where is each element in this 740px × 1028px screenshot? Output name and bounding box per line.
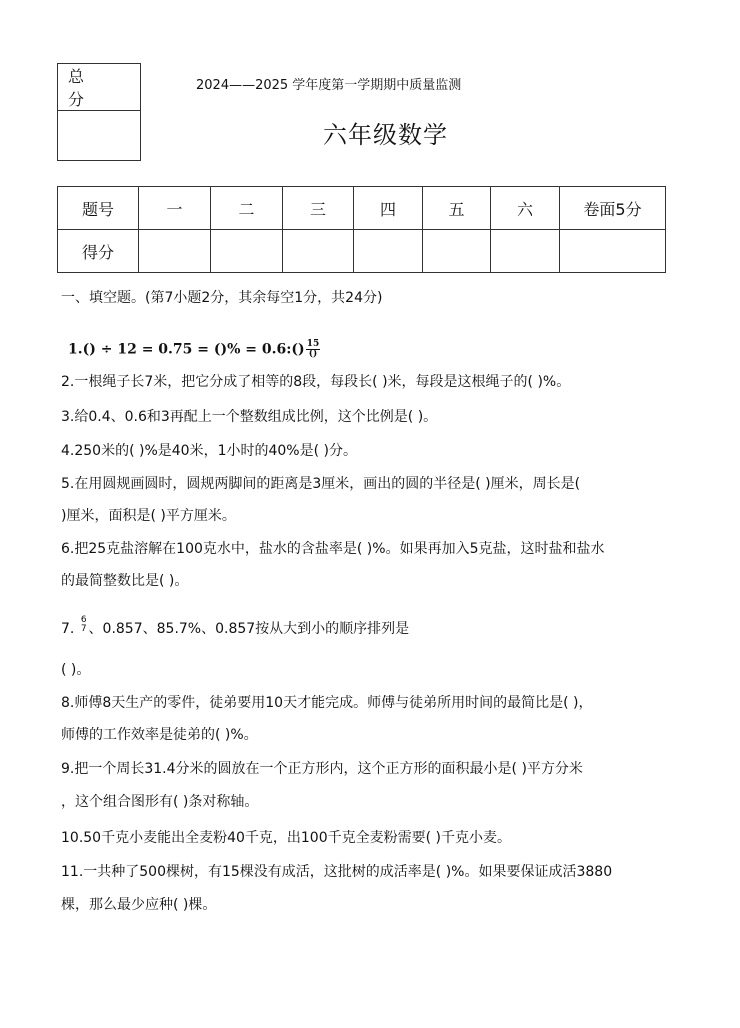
score-header-cell: 题号 [58, 187, 139, 230]
score-row-label: 得分 [58, 230, 139, 273]
question-4: 4.250米的( )%是40米，1小时的40%是( )分。 [61, 443, 357, 459]
total-score-label: 总 分 [58, 64, 140, 111]
fraction-denominator: () [308, 349, 318, 359]
question-7-line-1 [61, 615, 410, 638]
fraction-numerator: 15 [306, 339, 320, 349]
question-1-text: 1.() ÷ 12 = 0.75 = ()% = 0.6:() [68, 341, 305, 358]
page-title: 六年级数学 [323, 121, 448, 149]
section-heading: 一、填空题。(第7小题2分，其余每空1分，共24分) [61, 290, 383, 306]
exam-subtitle: 2024——2025 学年度第一学期期中质量监测 [196, 78, 462, 93]
question-6-line-2: 的最简整数比是( )。 [61, 573, 189, 589]
score-input-cell[interactable] [560, 230, 666, 273]
question-11-line-2: 棵，那么最少应种( )棵。 [61, 897, 217, 913]
question-8-line-1: 8.师傅8天生产的零件，徒弟要用10天才能完成。师傅与徒弟所用时间的最简比是( )， [61, 695, 593, 711]
score-header-cell: 六 [491, 187, 560, 230]
score-table-header-row [58, 187, 666, 230]
score-table-score-row [58, 230, 666, 273]
question-5-line-2: )厘米，面积是( )平方厘米。 [61, 508, 236, 524]
question-7-line-2: ( )。 [61, 662, 91, 678]
question-8-line-2: 师傅的工作效率是徒弟的( )%。 [61, 727, 258, 743]
score-header-cell: 四 [354, 187, 423, 230]
fraction-denominator: 7 [80, 624, 87, 634]
score-table [57, 186, 666, 273]
question-1-fraction [306, 340, 321, 359]
question-3: 3.给0.4、0.6和3再配上一个整数组成比例，这个比例是( )。 [61, 409, 438, 425]
question-7-prefix: 7. [61, 621, 79, 637]
question-5-line-1: 5.在用圆规画圆时，圆规两脚间的距离是3厘米，画出的圆的半径是( )厘米，周长是( [61, 476, 581, 492]
question-1 [68, 340, 320, 359]
question-2: 2.一根绳子长7米，把它分成了相等的8段，每段长( )米，每段是这根绳子的( )%。 [61, 374, 571, 390]
question-7-fraction [81, 616, 87, 634]
question-11-line-1: 11.一共种了500棵树，有15棵没有成活，这批树的成活率是( )%。如果要保证成活3880 [61, 864, 613, 880]
score-header-cell: 五 [423, 187, 491, 230]
score-input-cell[interactable] [283, 230, 354, 273]
score-header-cell: 二 [211, 187, 283, 230]
question-9-line-2: ，这个组合图形有( )条对称轴。 [61, 794, 259, 810]
total-score-box [57, 63, 141, 161]
score-input-cell[interactable] [423, 230, 491, 273]
score-input-cell[interactable] [491, 230, 560, 273]
score-header-cell: 三 [283, 187, 354, 230]
question-7-text: 、0.857、85.7%、0.857按从大到小的顺序排列是 [88, 621, 410, 637]
score-header-cell: 卷面5分 [560, 187, 666, 230]
fraction-numerator: 6 [80, 615, 87, 625]
question-9-line-1: 9.把一个周长31.4分米的圆放在一个正方形内，这个正方形的面积最小是( )平方分米 [61, 761, 583, 777]
score-header-cell: 一 [139, 187, 211, 230]
question-6-line-1: 6.把25克盐溶解在100克水中，盐水的含盐率是( )%。如果再加入5克盐，这时盐和盐水 [61, 541, 605, 557]
score-input-cell[interactable] [211, 230, 283, 273]
score-input-cell[interactable] [354, 230, 423, 273]
question-10: 10.50千克小麦能出全麦粉40千克，出100千克全麦粉需要( )千克小麦。 [61, 830, 511, 846]
score-input-cell[interactable] [139, 230, 211, 273]
